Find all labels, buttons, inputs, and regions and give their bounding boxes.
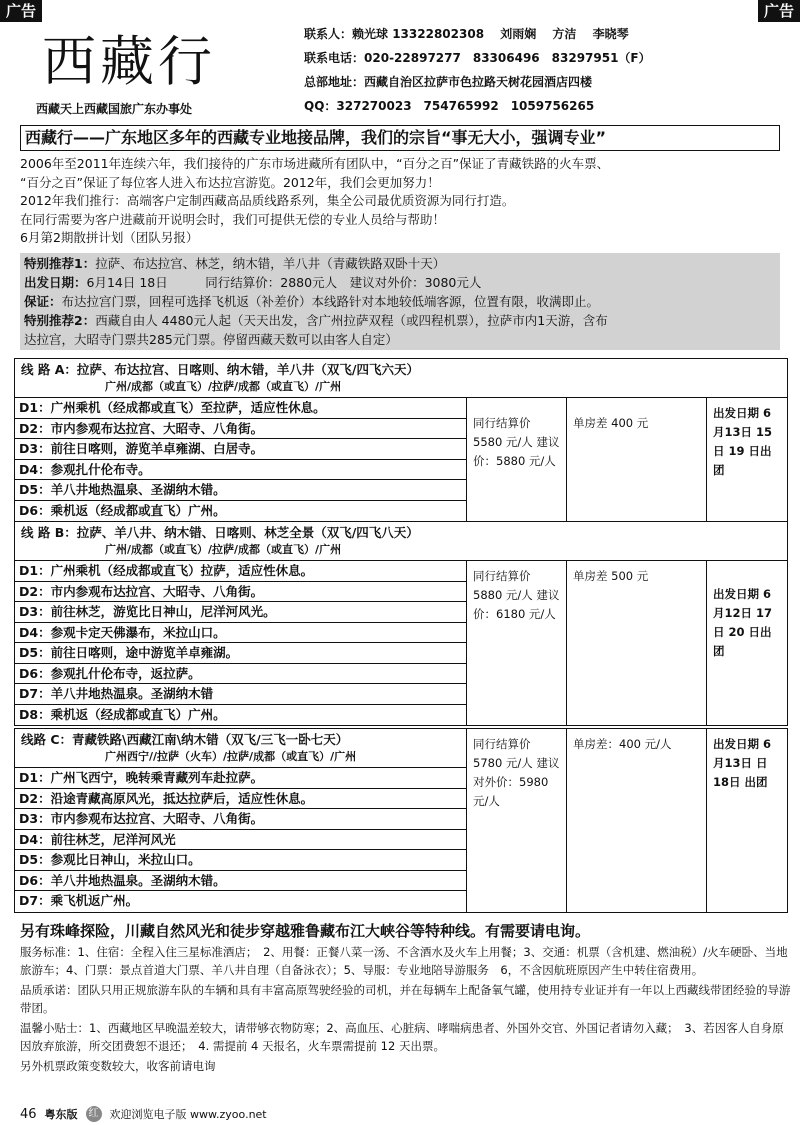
special-rec2-label: 特别推荐2： (24, 313, 96, 328)
special-guarantee-label: 保证： (24, 294, 62, 309)
service-notes (20, 944, 792, 1079)
special-rec1-label: 特别推荐1： (24, 256, 96, 271)
slogan-banner: 西藏行——广东地区多年的西藏专业地接品牌，我们的宗旨“事无大小，强调专业” (20, 125, 780, 151)
special-depart-text: 6月14日 18日 同行结算价：2880元人 建议对外价：3080元人 (86, 275, 482, 290)
route-day: D8：乘机返（经成都或直飞）广州。 (19, 706, 226, 722)
special-depart-label: 出发日期： (24, 275, 87, 290)
contact-people: 赖光球 13322802308 刘雨娴 方洁 李晓琴 (352, 27, 629, 41)
special-rec1 (24, 254, 776, 273)
route-day: D2：市内参观布达拉宫、大昭寺、八角街。 (15, 582, 466, 603)
route-day: D1：广州飞西宁，晚转乘青藏列车赴拉萨。 (15, 768, 466, 789)
intro-line: “百分之百”保证了每位客人进入布达拉宫游览。2012年，我们会更加努力！ (20, 174, 440, 190)
contact-qq-row (304, 96, 784, 120)
route-day: D6：乘机返（经成都或直飞）广州。 (19, 502, 226, 518)
website-link[interactable]: 欢迎浏览电子版 www.zyoo.net (109, 1108, 267, 1121)
note-service-standard: 服务标准：1、住宿：全程入住三星标准酒店； 2、用餐：正餐八菜一汤、不含酒水及火车上用餐；3、交通：机票（含机建、燃油税）/火车硬卧、当地旅游车；4、门票：景点首道大门票、羊八井自理（自备泳衣）；5、导服：专业地陪导游服务 6，不含因航班原因产生中转住宿费用。 (20, 945, 788, 977)
page-number: 46 (20, 1106, 37, 1122)
special-guarantee-text: 布达拉宫门票，回程可选择飞机返（补差价）本线路针对本地较低端客源，位置有限，收满即止。 (61, 294, 600, 309)
route-c-dates: 出发日期 6月13日 日 18日 出团 (713, 737, 772, 789)
route-day: D3：前往林芝，游览比日神山，尼洋河风光。 (15, 602, 466, 623)
route-b-subtitle: 广州/成都（或直飞）/拉萨/成都（或直飞）/广州 (105, 543, 342, 556)
route-b-days (15, 561, 467, 725)
edition-badge-icon: 红 (86, 1106, 102, 1122)
route-c-title: 线路 C：青藏铁路\西藏江南\纳木错（双飞/三飞一卧七天） (21, 732, 349, 747)
special-depart (24, 273, 776, 292)
route-a-header (15, 359, 787, 398)
route-day: D3：市内参观布达拉宫、大昭寺、八角街。 (15, 809, 466, 830)
special-recommend-box (20, 253, 780, 350)
route-c-subtitle: 广州西宁//拉萨（火车）/拉萨/成都（或直飞）/广州 (105, 750, 357, 763)
note-ticket-policy: 另外机票政策变数较大，收客前请电询 (20, 1059, 216, 1073)
logo-subtitle: 西藏天上西藏国旅广东办事处 (36, 102, 193, 116)
contact-address-row (304, 72, 784, 96)
route-a-days (15, 398, 467, 521)
route-day: D5：参观比日神山，米拉山口。 (15, 850, 466, 871)
route-b-title: 线 路 B：拉萨、羊八井、纳木错、日喀则、林芝全景（双飞/四飞八天） (21, 525, 419, 540)
intro-line: 2012年我们推行：高端客户定制西藏高品质线路系列，集全公司最优质资源为同行打造。 (20, 193, 515, 208)
route-a-title: 线 路 A：拉萨、布达拉宫、日喀则、纳木错，羊八井（双飞/四飞六天） (21, 362, 419, 377)
contact-block (304, 24, 784, 120)
route-c-price: 同行结算价 5780 元/人 建议对外价：5980 元/人 (467, 729, 567, 912)
intro-paragraph (20, 155, 780, 248)
route-b-dates: 出发日期 6月12日 17日 20 日出团 (713, 587, 773, 658)
route-day: D6：参观扎什伦布寺，返拉萨。 (15, 664, 466, 685)
route-day: D2：市内参观布达拉宫、大昭寺、八角街。 (15, 419, 466, 440)
route-day: D7：乘飞机返广州。 (19, 893, 139, 908)
route-day: D7：羊八井地热温泉。圣湖纳木错 (15, 684, 466, 705)
route-a (14, 358, 788, 522)
note-tips: 温馨小贴士：1、西藏地区早晚温差较大，请带够衣物防寒；2、高血压、心脏病、哮喘病患者、外国外交官、外国记者请勿入藏； 3、若因客人自身原因放弃旅游，所交团费恕不退还； 4. 需提前 4 天报名，火车票需提前 12 天出票。 (20, 1021, 784, 1053)
route-day: D3：前往日喀则，游览羊卓雍湖、白居寺。 (15, 439, 466, 460)
page-footer (20, 1106, 267, 1122)
route-a-single-room: 单房差 400 元 (567, 398, 707, 521)
logo-title: 西藏行 (42, 30, 216, 93)
special-rec1-text: 拉萨、布达拉宫、林芝，纳木错，羊八井（青藏铁路双卧十天） (95, 256, 446, 271)
note-quality-promise: 品质承诺：团队只用正规旅游车队的车辆和具有丰富高原驾驶经验的司机，并在每辆车上配备氧气罐，使用持专业证并有一年以上西藏线带团经验的导游带团。 (20, 983, 791, 1015)
route-day: D4：参观扎什伦布寺。 (15, 460, 466, 481)
special-rec2-text: 西藏自由人 4480元人起（天天出发，含广州拉萨双程（或四程机票），拉萨市内1天游，含布 (95, 313, 608, 328)
route-c (14, 728, 788, 913)
route-b-header (15, 522, 787, 561)
more-routes-note: 另有珠峰探险，川藏自然风光和徒步穿越雅鲁藏布江大峡谷等特种线。有需要请电询。 (20, 922, 591, 940)
ad-tag-left: 广告 (0, 0, 42, 22)
contact-qq-label: QQ： (304, 99, 337, 113)
ad-tag-right: 广告 (758, 0, 800, 22)
route-day: D1：广州乘机（经成都或直飞）至拉萨，适应性休息。 (15, 398, 466, 419)
special-rec2 (24, 311, 776, 330)
route-a-dates: 出发日期 6月13日 15日 19 日出团 (713, 406, 773, 477)
route-a-price: 同行结算价 5580 元/人 建议价：5880 元/人 (467, 398, 567, 521)
contact-address: 西藏自治区拉萨市色拉路天树花园酒店四楼 (364, 75, 593, 89)
route-b-price: 同行结算价 5880 元/人 建议价：6180 元/人 (467, 561, 567, 725)
route-day: D4：参观卡定天佛瀑布，米拉山口。 (15, 623, 466, 644)
route-day: D1：广州乘机（经成都或直飞）拉萨，适应性休息。 (15, 561, 466, 582)
route-b-single-room: 单房差 500 元 (567, 561, 707, 725)
route-b-body (15, 561, 787, 725)
contact-phone-row (304, 48, 784, 72)
route-c-header (15, 729, 466, 768)
route-a-subtitle: 广州/成都（或直飞）/拉萨/成都（或直飞）/广州 (105, 380, 342, 393)
intro-line: 在同行需要为客户进藏前开说明会时，我们可提供无偿的专业人员给与帮助！ (20, 211, 446, 227)
edition-label: 粤东版 (44, 1108, 78, 1121)
route-day: D2：沿途青藏高原风光，抵达拉萨后，适应性休息。 (15, 789, 466, 810)
contact-phone: 020-22897277 83306496 83297951（F） (364, 51, 651, 65)
contact-qq: 327270023 754765992 1059756265 (336, 99, 595, 113)
route-c-days (15, 729, 467, 912)
contact-address-label: 总部地址： (304, 75, 365, 89)
route-day: D6：羊八井地热温泉。圣湖纳木错。 (15, 871, 466, 892)
intro-line: 2006年至2011年连续六年，我们接待的广东市场进藏所有团队中，“百分之百”保证了青藏铁路的火车票、 (20, 156, 610, 171)
contact-people-row (304, 24, 784, 48)
route-day: D4：前往林芝，尼洋河风光 (15, 830, 466, 851)
special-guarantee (24, 292, 776, 311)
route-day: D5：前往日喀则，途中游览羊卓雍湖。 (15, 643, 466, 664)
route-c-single-room: 单房差：400 元/人 (567, 729, 707, 912)
special-rec2-cont: 达拉宫，大昭寺门票共285元门票。停留西藏天数可以由客人自定） (24, 332, 398, 347)
contact-people-label: 联系人： (304, 27, 353, 41)
intro-line: 6月第2期散拼计划（团队另报） (20, 230, 199, 245)
contact-phone-label: 联系电话： (304, 51, 365, 65)
route-c-body (15, 729, 787, 912)
route-day: D5：羊八井地热温泉、圣湖纳木错。 (15, 480, 466, 501)
route-a-body (15, 398, 787, 521)
route-b (14, 521, 788, 726)
